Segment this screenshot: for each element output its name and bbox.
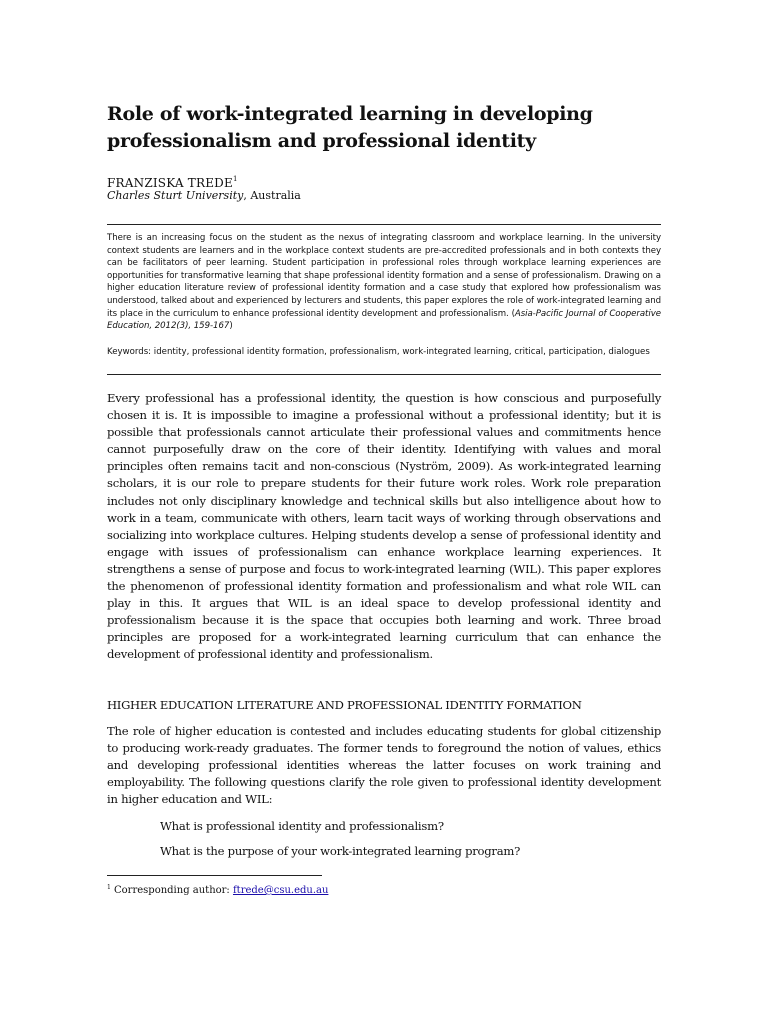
abstract-top-rule — [107, 224, 661, 225]
affiliation-country: , Australia — [243, 189, 301, 202]
abstract-bottom-rule — [107, 374, 661, 375]
question-item: What is the purpose of your work-integrated learning program? — [160, 844, 521, 858]
section-heading: HIGHER EDUCATION LITERATURE AND PROFESSIONAL IDENTITY FORMATION — [107, 698, 582, 712]
intro-paragraph: Every professional has a professional identity, the question is how conscious and purposefully chosen it is. It is impossible to imagine a professional without a professional identity; but it is possible that professionals cannot articulate their professional values and commitments hence cannot purposefully draw on the core of their identity. Identifying with values and moral principles often remains tacit and non-conscious (Nyström, 2009). As work-integrated learning scholars, it is our role to prepare students for their future work roles. Work role preparation includes not only disciplinary knowledge and technical skills but also intelligence about how to work in a team, communicate with others, learn tacit ways of working through observations and socializing into workplace cultures. Helping students develop a sense of professional identity and engage with issues of professionalism can enhance workplace learning experiences. It strengthens a sense of purpose and focus to work-integrated learning (WIL). This paper explores the phenomenon of professional identity formation and professionalism and what role WIL can play in this. It argues that WIL is an ideal space to develop professional identity and professionalism because it is the space that occupies both learning and work. Three broad principles are proposed for a work-integrated learning curriculum that can enhance the development of professional identity and professionalism. — [107, 391, 661, 662]
author-email-link[interactable]: ftrede@csu.edu.au — [232, 885, 329, 896]
question-item: What is professional identity and professionalism? — [160, 819, 444, 833]
keywords: Keywords: identity, professional identity formation, professionalism, work-integrated learning, critical, participation, dialogues — [107, 347, 650, 357]
paper-title: Role of work-integrated learning in developing professionalism and professional identity — [107, 103, 593, 152]
abstract-text: There is an increasing focus on the student as the nexus of integrating classroom and workplace learning. In the university context students are learners and in the workplace context students are pre-accredited professionals and in both contexts they can be facilitators of peer learning. Student participation in professional roles through workplace learning experiences are opportunities for transformative learning that shape professional identity formation and a sense of professionalism. Drawing on a higher education literature review of professional identity formation and a case study that explored how professionalism was understood, talked about and experienced by lecturers and students, this paper explores the role of work-integrated learning and its place in the curriculum to enhance professional identity development and professionalism. ( — [107, 233, 661, 319]
footnote-mark: 1 — [107, 884, 111, 891]
literature-paragraph: The role of higher education is contested and includes educating students for global citizenship to producing work-ready graduates. The former tends to foreground the notion of values, ethics and developing professional identities whereas the latter focuses on work training and employability. The following questions clarify the role given to professional identity development in higher education and WIL: — [107, 724, 661, 807]
abstract — [107, 232, 661, 333]
abstract-citation: Asia-Pacific Journal of Cooperative Education, 2012(3), 159-167 — [107, 308, 661, 332]
footnote-rule — [107, 875, 322, 876]
affiliation-university: Charles Sturt University — [107, 189, 244, 202]
author-affiliation — [107, 188, 301, 204]
abstract-closing: ) — [229, 321, 233, 332]
author-name-text: FRANZISKA TREDE — [107, 176, 233, 190]
footnote — [107, 881, 328, 898]
footnote-text: Corresponding author: — [110, 885, 233, 896]
author-footnote-mark: 1 — [232, 175, 238, 183]
